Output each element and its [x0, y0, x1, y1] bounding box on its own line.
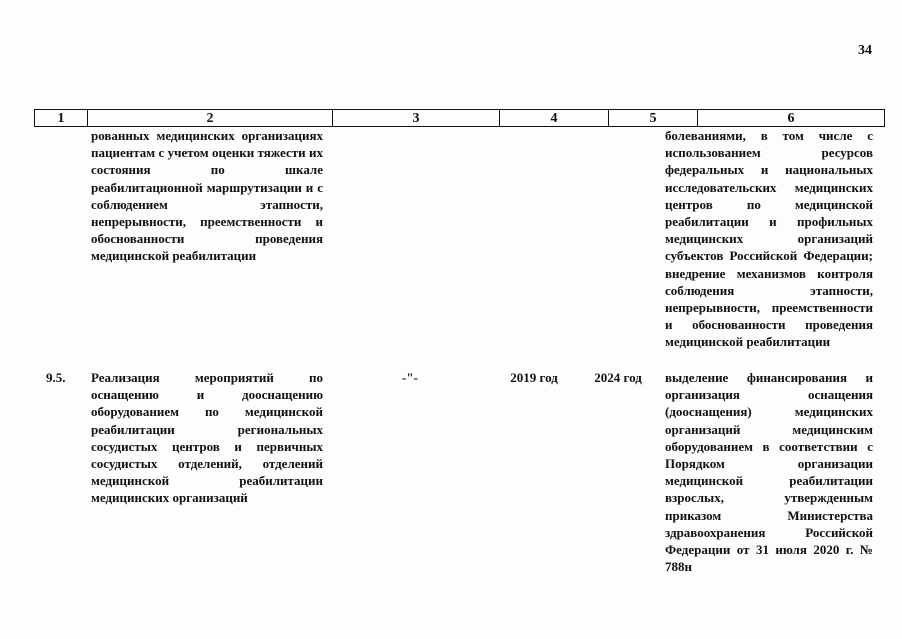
header-col-5: 5	[609, 110, 698, 127]
row-9-5-start: 2019 год	[510, 370, 558, 385]
page-number: 34	[858, 43, 872, 58]
row-9-5-number: 9.5.	[46, 370, 66, 385]
header-col-1: 1	[35, 110, 88, 127]
header-col-3: 3	[333, 110, 500, 127]
header-col-4: 4	[500, 110, 609, 127]
table-header	[34, 109, 885, 127]
row-9-5-end: 2024 год	[594, 370, 642, 385]
header-col-2: 2	[88, 110, 333, 127]
row-9-5-event: Реализация мероприятий по оснащению и дооснащению оборудованием по медицинской реабилитации региональных сосудистых центров и первичных сосудистых отделений, отделений медицинской реабилитации медицинских организаций	[91, 370, 323, 506]
header-row	[35, 110, 885, 127]
header-col-6: 6	[698, 110, 885, 127]
row-continued-result: болеваниями, в том числе с использованием ресурсов федеральных и национальных исследовательских медицинских центров по медицинской реабилитации и профильных медицинских организаций субъектов Российской Федерации; внедрение механизмов контроля соблюдения этапности, непрерывности, преемственности и обоснованности проведения медицинской реабилитации	[665, 128, 873, 350]
row-9-5-result: выделение финансирования и организация оснащения (дооснащения) медицинских организаций медицинским оборудованием в соответствии с Порядком организации медицинской реабилитации взрослых, утвержденным приказом Министерства здравоохранения Российской Федерации от 31 июля 2020 г. № 788н	[665, 370, 873, 575]
row-continued-event: рованных медицинских организациях пациентам с учетом оценки тяжести их состояния по шкале реабилитационной маршрутизации и с соблюдением этапности, непрерывности, преемственности и обоснованности проведения медицинской реабилитации	[91, 128, 323, 264]
row-9-5-executor: -"-	[402, 370, 418, 385]
